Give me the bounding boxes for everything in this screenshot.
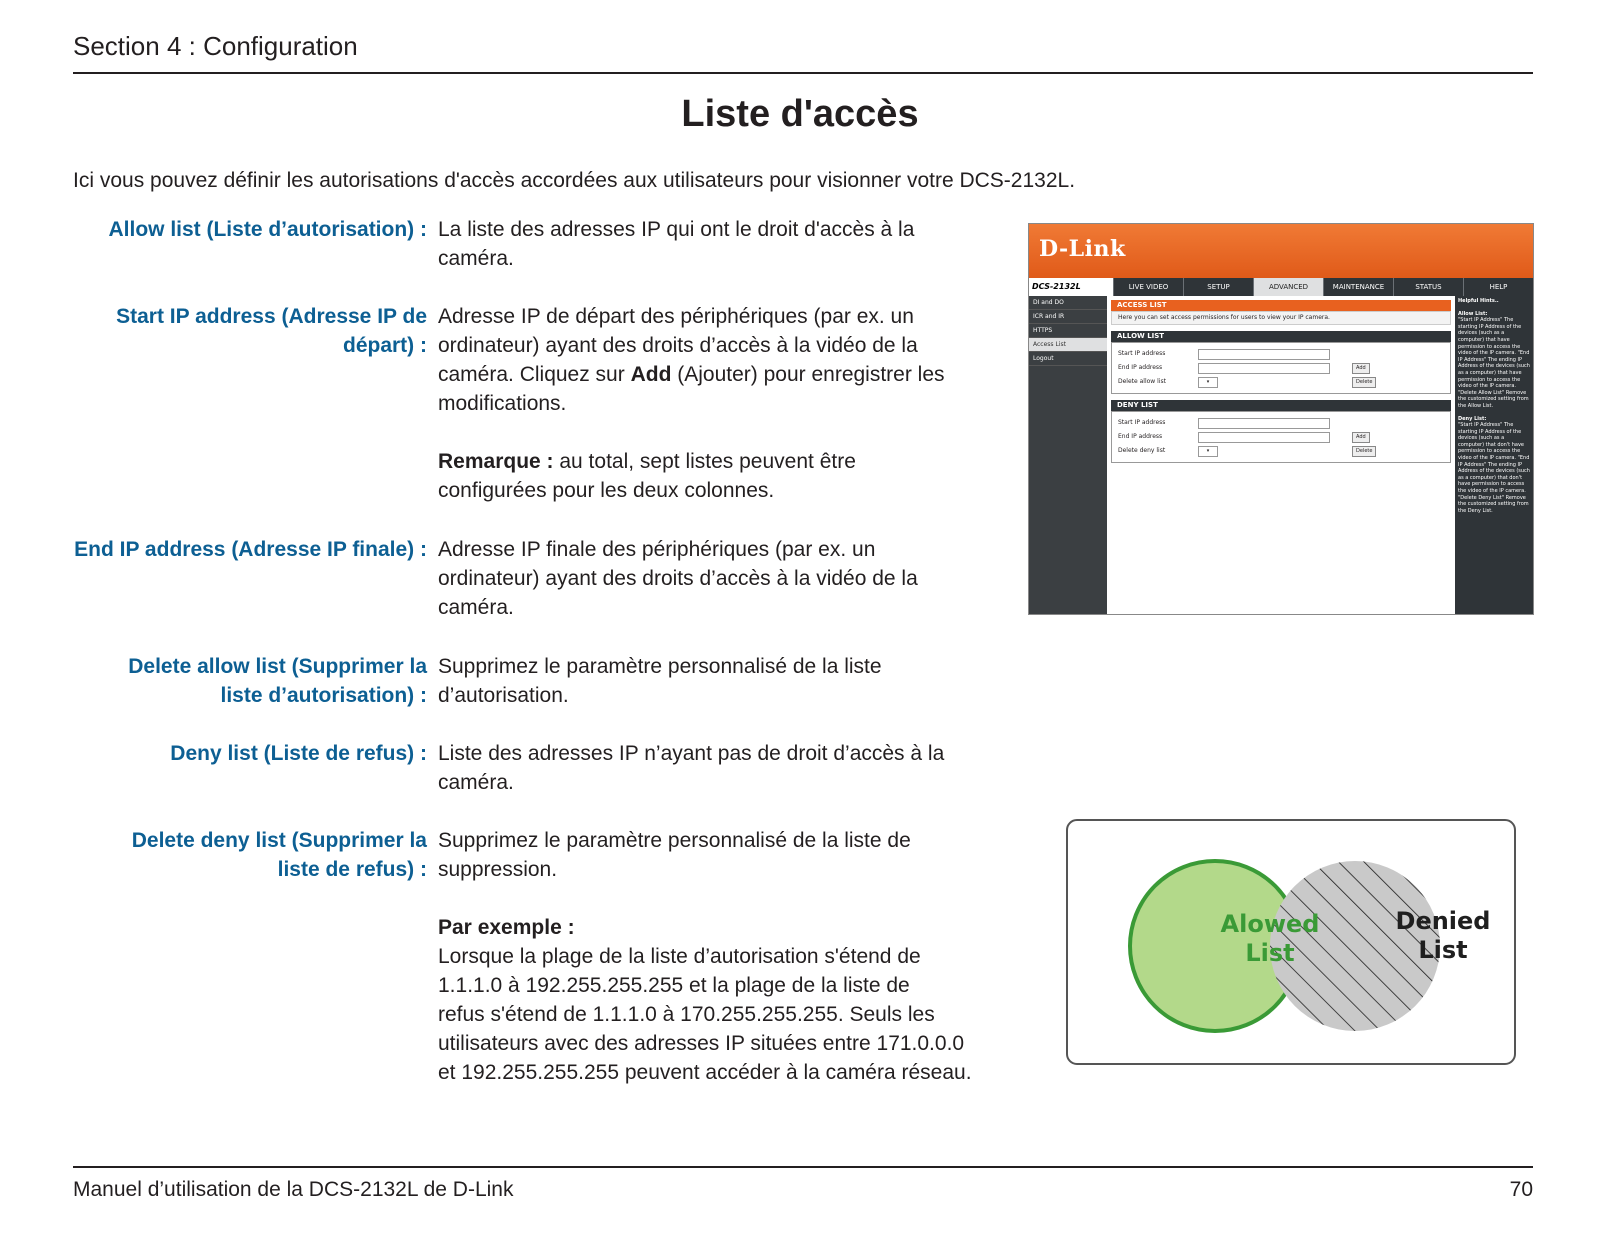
term-deny-list: Deny list (Liste de refus) : — [170, 742, 427, 765]
sidebar-item-di-do: DI and DO — [1029, 296, 1107, 310]
deny-add-button: Add — [1352, 432, 1370, 443]
desc-start-ip: Adresse IP de départ des périphériques (par ex. un ordinateur) ayant des droits d’accès à la vidéo de la caméra. Cliquez sur Add (Ajouter) pour enregistrer les modifications. Remarque : au total, sept listes peuvent être configurées pour les deux colonnes. — [438, 302, 1018, 505]
tab-live-video: LIVE VIDEO — [1113, 278, 1183, 296]
header-rule — [73, 72, 1533, 74]
desc-end-ip: Adresse IP finale des périphériques (par ex. un ordinateur) ayant des droits d’accès à la vidéo de la caméra. — [438, 538, 918, 619]
tab-advanced: ADVANCED — [1253, 278, 1323, 296]
tab-help: HELP — [1463, 278, 1533, 296]
allow-add-button: Add — [1352, 363, 1370, 374]
deny-start-input — [1198, 418, 1330, 429]
allowed-label: Alowed List — [1220, 910, 1320, 967]
term-start-ip: Start IP address (Adresse IP de départ) : — [116, 305, 427, 357]
deny-list-panel: Start IP address End IP address Add Delete deny list ▾ Delete — [1111, 411, 1451, 463]
term-end-ip: End IP address (Adresse IP finale) : — [74, 538, 427, 561]
term-allow-list: Allow list (Liste d’autorisation) : — [108, 218, 427, 241]
sidebar-item-icr-ir: ICR and IR — [1029, 310, 1107, 324]
page-number: 70 — [1509, 1178, 1533, 1201]
screenshot-nav — [1029, 278, 1533, 296]
chevron-down-icon: ▾ — [1198, 377, 1218, 388]
access-list-screenshot — [1028, 223, 1534, 615]
desc-deny-list: Liste des adresses IP n’ayant pas de droit d’accès à la caméra. — [438, 742, 945, 794]
tab-setup: SETUP — [1183, 278, 1253, 296]
screenshot-sidebar — [1029, 296, 1107, 614]
venn-diagram — [1065, 818, 1517, 1066]
access-list-bar: ACCESS LIST — [1111, 300, 1451, 311]
note: Remarque : au total, sept listes peuvent être — [438, 450, 856, 473]
screenshot-main — [1111, 300, 1451, 469]
helpful-hints: Helpful Hints.. Allow List: "Start IP Address" The starting IP Address of the devices (such as a computer) that have permission to access the video of the IP camera. "End IP Address" The ending IP Address of the devices (such as a computer) that have permission to access the video of the IP camera. "Delete Allow List" Remove the customized setting from the Allow List. Deny List: "Start IP Address" The starting IP Address of the devices (such as a computer) that don't have permission to access the video of the IP camera. "End IP Address" The ending IP Address of the devices (such as a computer) that don't have permission to access the video of the IP camera. "Delete Deny List" Remove the customized setting from the Deny List. — [1455, 296, 1533, 614]
allow-delete-button: Delete — [1352, 377, 1376, 388]
deny-end-input — [1198, 432, 1330, 443]
desc-allow-list: La liste des adresses IP qui ont le droit d'accès à la caméra. — [438, 218, 915, 270]
denied-label: Denied List — [1395, 907, 1491, 964]
sidebar-item-https: HTTPS — [1029, 324, 1107, 338]
tab-status: STATUS — [1393, 278, 1463, 296]
desc-delete-allow: Supprimez le paramètre personnalisé de la liste d’autorisation. — [438, 655, 882, 707]
term-delete-allow: Delete allow list (Supprimer la liste d’autorisation) : — [128, 655, 427, 707]
desc-delete-deny: Supprimez le paramètre personnalisé de la liste de suppression. Par exemple : Lorsque la plage de la liste d’autorisation s'étend de 1.1.1.0 à 192.255.255.255 et la plage de la liste de refus s'étend de 1.1.1.0 à 170.255.255.255. Seuls les utilisateurs avec des adresses IP situées entre 171.0.0.0 et 192.255.255.255 peuvent accéder à la caméra réseau. — [438, 826, 1018, 1087]
dlink-header — [1029, 224, 1533, 278]
intro-text: Ici vous pouvez définir les autorisations d'accès accordées aux utilisateurs pour visionner votre DCS-2132L. — [73, 169, 1076, 192]
chevron-down-icon: ▾ — [1198, 446, 1218, 457]
footer-manual-title: Manuel d’utilisation de la DCS-2132L de D-Link — [73, 1178, 514, 1201]
term-delete-deny: Delete deny list (Supprimer la liste de refus) : — [131, 829, 427, 881]
footer-rule — [73, 1166, 1533, 1168]
example-label: Par exemple : — [438, 916, 575, 939]
dlink-logo: D-Link — [1039, 236, 1126, 262]
sidebar-item-logout: Logout — [1029, 352, 1107, 366]
model-label: DCS-2132L — [1029, 278, 1113, 296]
access-list-desc: Here you can set access permissions for users to view your IP camera. — [1111, 311, 1451, 325]
allow-list-panel: Start IP address End IP address Add Delete allow list ▾ Delete — [1111, 342, 1451, 394]
page-title: Liste d'accès — [681, 93, 919, 135]
deny-delete-button: Delete — [1352, 446, 1376, 457]
sidebar-item-access-list: Access List — [1029, 338, 1107, 352]
allow-list-bar: ALLOW LIST — [1111, 331, 1451, 342]
allow-start-input — [1198, 349, 1330, 360]
deny-list-bar: DENY LIST — [1111, 400, 1451, 411]
section-title: Section 4 : Configuration — [73, 31, 358, 61]
tab-maintenance: MAINTENANCE — [1323, 278, 1393, 296]
allow-end-input — [1198, 363, 1330, 374]
